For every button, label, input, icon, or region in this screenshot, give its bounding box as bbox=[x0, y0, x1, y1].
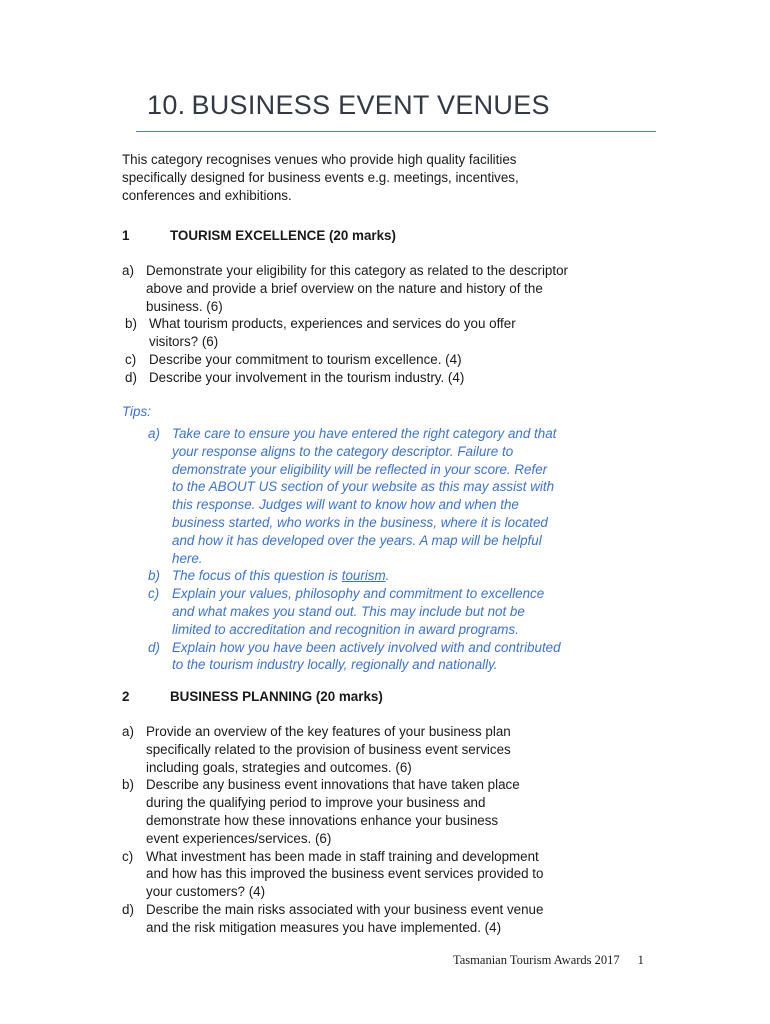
tip-emphasis: tourism bbox=[341, 568, 386, 584]
tips-label: Tips: bbox=[122, 404, 151, 419]
question-label: b) bbox=[125, 316, 137, 332]
question-line: Provide an overview of the key features of your business plan bbox=[146, 724, 511, 739]
question-label: a) bbox=[122, 724, 134, 739]
question-line: Describe your involvement in the tourism industry. (4) bbox=[149, 369, 465, 385]
tip-item bbox=[148, 567, 561, 585]
tip-line: limited to accreditation and recognition in award programs. bbox=[172, 621, 519, 637]
tip-text: . bbox=[385, 568, 390, 584]
question-line: event experiences/services. (6) bbox=[146, 830, 332, 846]
tip-line: Take care to ensure you have entered the right category and that bbox=[172, 426, 557, 441]
tip-line: to the ABOUT US section of your website as this may assist with bbox=[172, 479, 555, 495]
question-line: business. (6) bbox=[146, 298, 223, 314]
question-line: Describe any business event innovations that have taken place bbox=[146, 777, 520, 793]
tip-label: c) bbox=[148, 586, 160, 602]
question-label: c) bbox=[125, 351, 137, 367]
question-line: during the qualifying period to improve your business and bbox=[146, 795, 486, 811]
tip-line: here. bbox=[172, 550, 203, 566]
question-item bbox=[122, 262, 568, 315]
question-item bbox=[122, 369, 568, 387]
question-line: specifically related to the provision of business event services bbox=[146, 741, 511, 757]
tip-line: to the tourism industry locally, regionally and nationally. bbox=[172, 657, 498, 673]
tip-item bbox=[148, 639, 561, 675]
tip-label: d) bbox=[148, 639, 160, 655]
section-number: 2 bbox=[122, 689, 130, 704]
question-label: d) bbox=[122, 901, 134, 917]
question-label: d) bbox=[125, 369, 137, 385]
intro-line: specifically designed for business events e.g. meetings, incentives, bbox=[122, 169, 519, 185]
intro-line: This category recognises venues who provide high quality facilities bbox=[122, 152, 517, 167]
question-line: Describe your commitment to tourism excellence. (4) bbox=[149, 351, 462, 367]
tip-line bbox=[172, 567, 561, 585]
section-1-questions bbox=[122, 262, 568, 387]
question-item bbox=[122, 776, 543, 847]
intro-line: conferences and exhibitions. bbox=[122, 187, 292, 203]
question-label: c) bbox=[122, 848, 134, 864]
question-item bbox=[122, 723, 543, 776]
page-title bbox=[147, 90, 550, 121]
tip-line: Explain how you have been actively involved with and contributed bbox=[172, 639, 561, 655]
tip-label: b) bbox=[148, 568, 160, 584]
question-line: Demonstrate your eligibility for this category as related to the descriptor bbox=[146, 263, 569, 278]
tip-text: The focus of this question is bbox=[172, 568, 342, 584]
question-line: and how has this improved the business event services provided to bbox=[146, 866, 544, 882]
question-line: What tourism products, experiences and services do you offer bbox=[149, 316, 516, 332]
tip-line: your response aligns to the category descriptor. Failure to bbox=[172, 443, 514, 459]
intro-paragraph bbox=[122, 151, 519, 204]
page-number: 1 bbox=[637, 953, 644, 967]
question-label: a) bbox=[122, 263, 134, 278]
section-title: BUSINESS PLANNING (20 marks) bbox=[170, 689, 383, 704]
question-item bbox=[122, 315, 568, 351]
question-line: above and provide a brief overview on the nature and history of the bbox=[146, 280, 543, 296]
question-line: including goals, strategies and outcomes. (6) bbox=[146, 759, 412, 775]
question-line: demonstrate how these innovations enhance your business bbox=[146, 812, 499, 828]
tip-item bbox=[148, 585, 561, 638]
question-line: What investment has been made in staff training and development bbox=[146, 848, 539, 864]
section-2-questions bbox=[122, 723, 543, 937]
tip-item bbox=[148, 425, 561, 567]
section-title: TOURISM EXCELLENCE (20 marks) bbox=[170, 228, 396, 243]
question-item bbox=[122, 901, 543, 937]
question-line: your customers? (4) bbox=[146, 884, 266, 900]
tip-line: and how it has developed over the years. A map will be helpful bbox=[172, 532, 542, 548]
tip-label: a) bbox=[148, 426, 160, 441]
tips-list bbox=[148, 425, 561, 674]
question-line: Describe the main risks associated with your business event venue bbox=[146, 901, 544, 917]
question-item bbox=[122, 351, 568, 369]
question-label: b) bbox=[122, 777, 134, 793]
title-underline bbox=[136, 131, 656, 132]
tip-line: and what makes you stand out. This may include but not be bbox=[172, 603, 525, 619]
section-number: 1 bbox=[122, 228, 130, 243]
footer-text: Tasmanian Tourism Awards 2017 bbox=[453, 953, 620, 967]
tip-line: Explain your values, philosophy and commitment to excellence bbox=[172, 586, 545, 602]
tip-line: this response. Judges will want to know how and when the bbox=[172, 497, 519, 513]
question-item bbox=[122, 848, 543, 901]
section-2-heading bbox=[122, 688, 383, 706]
tip-line: demonstrate your eligibility will be reflected in your score. Refer bbox=[172, 461, 548, 477]
question-line: and the risk mitigation measures you have implemented. (4) bbox=[146, 919, 502, 935]
page-footer bbox=[453, 953, 644, 968]
question-line: visitors? (6) bbox=[149, 334, 219, 350]
section-1-heading bbox=[122, 227, 396, 245]
title-number: 10. bbox=[147, 90, 186, 120]
tip-line: business started, who works in the business, where it is located bbox=[172, 514, 548, 530]
title-text: BUSINESS EVENT VENUES bbox=[191, 90, 550, 120]
